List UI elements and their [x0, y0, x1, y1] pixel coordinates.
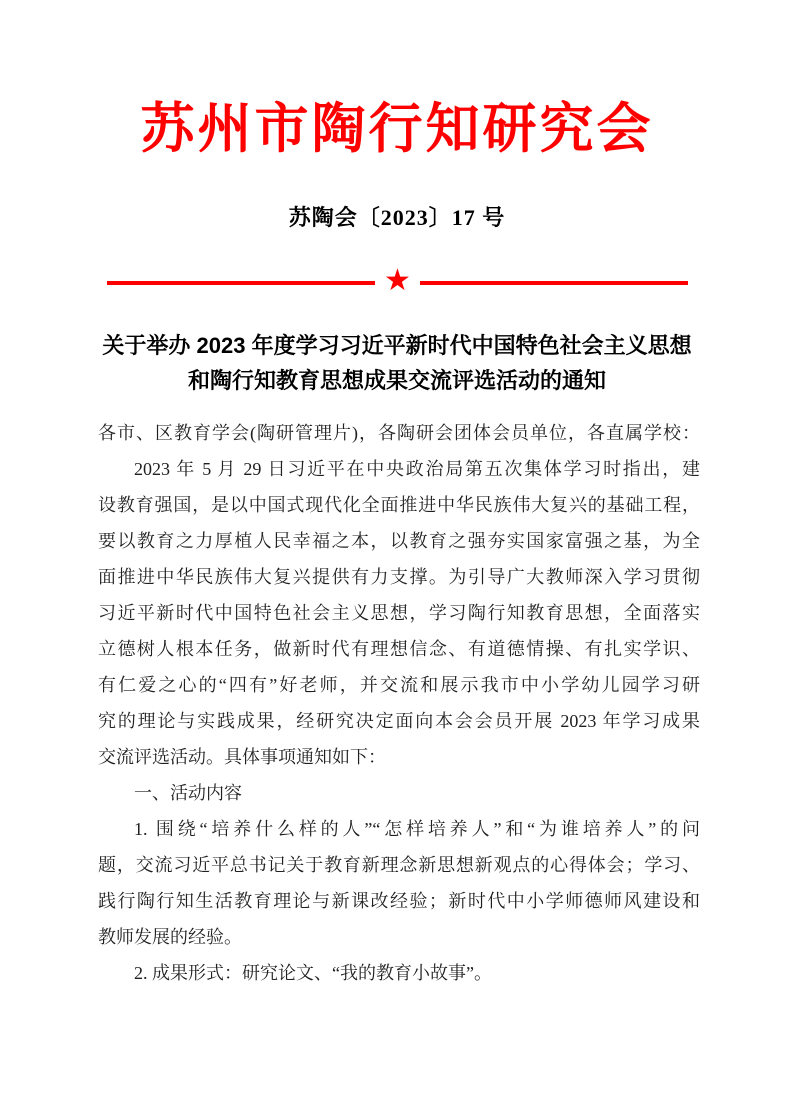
- body-line: 教师发展的经验。: [98, 927, 242, 947]
- body-line: 设教育强国，是以中国式现代化全面推进中华民族伟大复兴的基础工程，: [98, 495, 700, 515]
- body-line: 题，交流习近平总书记关于教育新理念新思想新观点的心得体会；学习、: [98, 855, 700, 875]
- separator-rule-right: [420, 281, 688, 285]
- header-separator: [107, 264, 688, 297]
- body-line: 交流评选活动。具体事项通知如下：: [98, 747, 386, 767]
- body-line: 2. 成果形式：研究论文、“我的教育小故事”。: [134, 963, 492, 983]
- body-line: 习近平新时代中国特色社会主义思想，学习陶行知教育思想，全面落实: [98, 603, 700, 623]
- body-line: 立德树人根本任务，做新时代有理想信念、有道德情操、有扎实学识、: [98, 639, 700, 659]
- salutation-line: 各市、区教育学会(陶研管理片)，各陶研会团体会员单位，各直属学校：: [98, 423, 700, 443]
- body-line: 1. 围绕“培养什么样的人”“怎样培养人”和“为谁培养人”的问: [134, 819, 700, 839]
- separator-rule-left: [107, 281, 375, 285]
- organization-title: 苏州市陶行知研究会: [140, 99, 654, 159]
- notice-body: [98, 415, 700, 991]
- body-line: 有仁爱之心的“四有”好老师，并交流和展示我市中小学幼儿园学习研: [98, 675, 700, 695]
- body-line: 2023 年 5 月 29 日习近平在中央政治局第五次集体学习时指出，建: [134, 459, 700, 479]
- star-icon: ★: [384, 264, 411, 297]
- section-heading: 一、活动内容: [134, 783, 242, 803]
- notice-title-line-2: 和陶行知教育思想成果交流评选活动的通知: [187, 368, 606, 393]
- document-number: 苏陶会〔2023〕17 号: [288, 205, 506, 230]
- notice-title: [60, 328, 734, 398]
- body-line: 究的理论与实践成果，经研究决定面向本会会员开展 2023 年学习成果: [98, 711, 700, 731]
- body-line: 面推进中华民族伟大复兴提供有力支撑。为引导广大教师深入学习贯彻: [98, 567, 700, 587]
- notice-title-line-1: 关于举办 2023 年度学习习近平新时代中国特色社会主义思想: [102, 333, 692, 358]
- body-line: 要以教育之力厚植人民幸福之本，以教育之强夯实国家富强之基，为全: [98, 531, 700, 551]
- body-line: 践行陶行知生活教育理论与新课改经验；新时代中小学师德师风建设和: [98, 891, 700, 911]
